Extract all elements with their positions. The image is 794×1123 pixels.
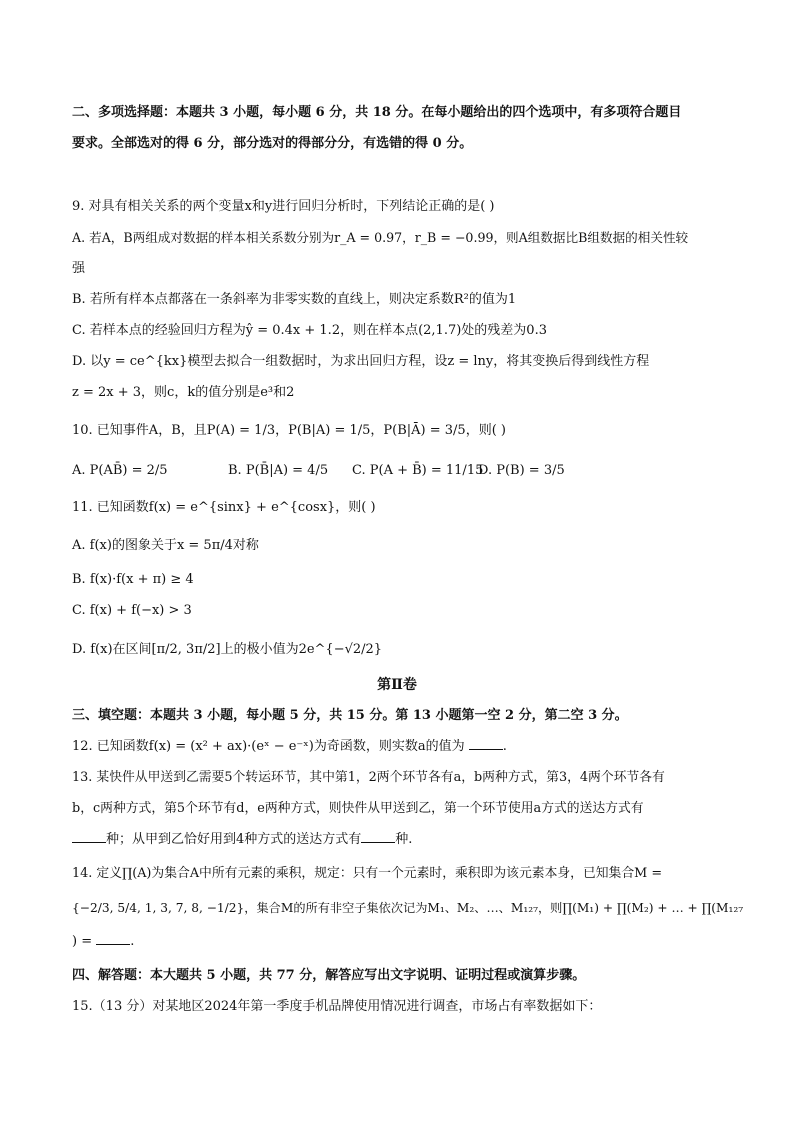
q14-line3 bbox=[72, 932, 732, 952]
q9-option-a-line1: A. 若A，B两组成对数据的样本相关系数分别为r_A = 0.97，r_B = −0.99，则A组数据比B组数据的相关性较 bbox=[72, 230, 689, 245]
q14-line3-text: ) = bbox=[72, 934, 93, 949]
q11-option-c: C. f(x) + f(−x) > 3 bbox=[72, 603, 192, 618]
q9-stem: 9. 对具有相关关系的两个变量x和y进行回归分析时，下列结论正确的是( ) bbox=[72, 199, 495, 214]
q11-option-d: D. f(x)在区间[π/2, 3π/2]上的极小值为2e^{−√2/2} bbox=[72, 642, 383, 657]
section2-heading-line2: 要求。全部选对的得 6 分，部分选对的得部分分，有选错的得 0 分。 bbox=[72, 136, 473, 151]
q10-option-d: D. P(B) = 3/5 bbox=[478, 463, 565, 478]
q13-line3-b: 种. bbox=[395, 832, 413, 847]
q13-line3 bbox=[72, 830, 732, 850]
q13-line3-a: 种；从甲到乙恰好用到4种方式的送达方式有 bbox=[106, 832, 362, 847]
q9-option-d-line1: D. 以y = ce^{kx}模型去拟合一组数据时，为求出回归方程，设z = lny，将其变换后得到线性方程 bbox=[72, 354, 650, 369]
q14-answer-blank[interactable] bbox=[96, 932, 130, 945]
q12-answer-blank[interactable] bbox=[469, 737, 503, 750]
q9-option-b: B. 若所有样本点都落在一条斜率为非零实数的直线上，则决定系数R²的值为1 bbox=[72, 292, 517, 307]
q12 bbox=[72, 737, 732, 757]
q12-end: . bbox=[502, 739, 507, 754]
section2-heading-line1: 二、多项选择题：本题共 3 小题，每小题 6 分，共 18 分。在每小题给出的四个选项中，有多项符合题目 bbox=[72, 105, 682, 120]
q14-line1: 14. 定义∏(A)为集合A中所有元素的乘积，规定：只有一个元素时，乘积即为该元素本身，已知集合M = bbox=[72, 866, 663, 881]
q13-line1: 13. 某快件从甲送到乙需要5个转运环节，其中第1，2两个环节各有a，b两种方式，第3，4两个环节各有 bbox=[72, 770, 665, 785]
q11-option-b: B. f(x)·f(x + π) ≥ 4 bbox=[72, 572, 194, 587]
q13-answer-blank-2[interactable] bbox=[361, 830, 395, 843]
section3-heading: 三、填空题：本题共 3 小题，每小题 5 分，共 15 分。第 13 小题第一空 2 分，第二空 3 分。 bbox=[72, 708, 628, 723]
q10-option-b: B. P(B̄|A) = 4/5 bbox=[228, 463, 329, 478]
q14-line2: {−2/3, 5/4, 1, 3, 7, 8, −1/2}，集合M的所有非空子集依次记为M₁、M₂、…、M₁₂₇，则∏(M₁) + ∏(M₂) + … + ∏(M₁₂₇ bbox=[72, 901, 744, 915]
q10-option-a: A. P(AB̄) = 2/5 bbox=[72, 463, 168, 478]
part2-title: 第Ⅱ卷 bbox=[377, 677, 417, 693]
q14-end: . bbox=[130, 934, 135, 949]
q10-option-c: C. P(A + B̄) = 11/15 bbox=[352, 463, 484, 478]
q11-option-a: A. f(x)的图象关于x = 5π/4对称 bbox=[72, 538, 259, 553]
q12-text: 12. 已知函数f(x) = (x² + ax)·(eˣ − e⁻ˣ)为奇函数，则实数a的值为 bbox=[72, 739, 465, 754]
q11-stem: 11. 已知函数f(x) = e^{sinx} + e^{cosx}，则( ) bbox=[72, 500, 376, 515]
q13-line2: b，c两种方式，第5个环节有d，e两种方式，则快件从甲送到乙，第一个环节使用a方式的送达方式有 bbox=[72, 801, 644, 816]
section4-heading: 四、解答题：本大题共 5 小题，共 77 分，解答应写出文字说明、证明过程或演算步骤。 bbox=[72, 968, 586, 983]
q9-option-d-line2: z = 2x + 3，则c，k的值分别是e³和2 bbox=[72, 385, 295, 400]
q15-text: 15.（13 分）对某地区2024年第一季度手机品牌使用情况进行调查，市场占有率数据如下： bbox=[72, 999, 602, 1014]
q13-answer-blank-1[interactable] bbox=[72, 830, 106, 843]
q10-stem: 10. 已知事件A，B，且P(A) = 1/3，P(B|A) = 1/5，P(B|Ā) = 3/5，则( ) bbox=[72, 423, 506, 438]
q9-option-c: C. 若样本点的经验回归方程为ŷ = 0.4x + 1.2，则在样本点(2,1.7)处的残差为0.3 bbox=[72, 323, 547, 338]
q9-option-a-line2: 强 bbox=[72, 261, 86, 276]
